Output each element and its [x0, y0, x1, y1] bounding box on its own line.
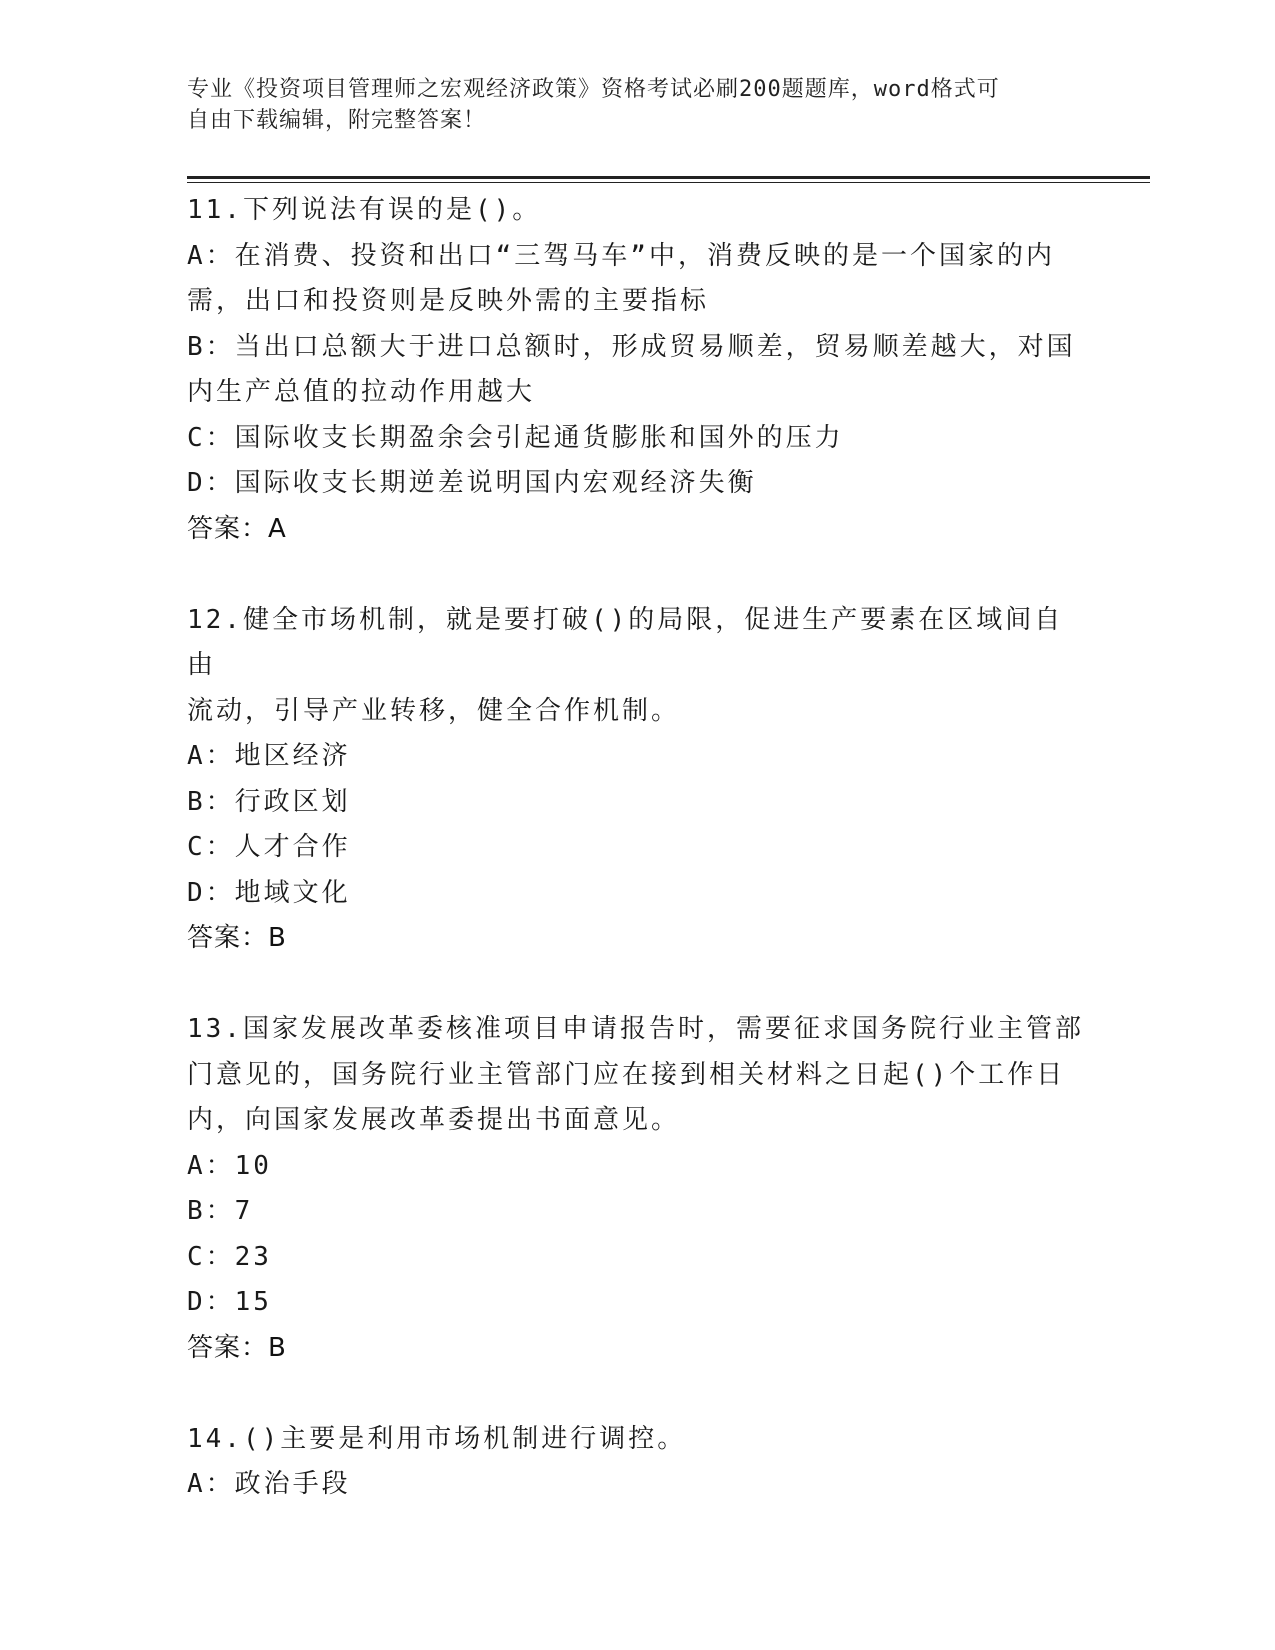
question-block: [187, 188, 1087, 552]
question-stem-line: 11.下列说法有误的是()。: [187, 195, 542, 225]
question-block: [187, 1417, 1087, 1508]
option-line: D：地域文化: [187, 877, 351, 908]
question-list: [187, 188, 1087, 1554]
option-line: A：在消费、投资和出口“三驾马车”中，消费反映的是一个国家的内: [187, 240, 1055, 271]
answer-line: 答案：A: [187, 513, 287, 544]
option-line: D：国际收支长期逆差说明国内宏观经济失衡: [187, 468, 757, 498]
question-block: [187, 1007, 1087, 1371]
question-stem-line: 流动，引导产业转移，健全合作机制。: [187, 695, 681, 726]
question-stem-line: 门意见的，国务院行业主管部门应在接到相关材料之日起()个工作日: [187, 1059, 1066, 1090]
header-line-2: 自由下载编辑，附完整答案！: [187, 108, 487, 133]
option-line: B：行政区划: [187, 786, 351, 817]
option-line: C：国际收支长期盈余会引起通货膨胀和国外的压力: [187, 422, 844, 453]
question-block: [187, 598, 1087, 962]
option-line: C：人才合作: [187, 832, 351, 862]
option-line: 需，出口和投资则是反映外需的主要指标: [187, 286, 710, 316]
option-line: B：7: [187, 1196, 254, 1226]
option-line: A：政治手段: [187, 1469, 351, 1499]
question-stem-line: 13.国家发展改革委核准项目申请报告时，需要征求国务院行业主管部: [187, 1014, 1084, 1044]
option-line: B：当出口总额大于进口总额时，形成贸易顺差，贸易顺差越大，对国: [187, 331, 1076, 362]
question-stem-line: 内，向国家发展改革委提出书面意见。: [187, 1105, 681, 1135]
option-line: C：23: [187, 1241, 272, 1272]
question-stem-line: 14.()主要是利用市场机制进行调控。: [187, 1423, 687, 1454]
option-line: 内生产总值的拉动作用越大: [187, 377, 536, 407]
answer-line: 答案：B: [187, 1332, 287, 1363]
header-divider-thin: [187, 182, 1150, 183]
header-line-1: 专业《投资项目管理师之宏观经济政策》资格考试必刷200题题库，word格式可: [187, 77, 1000, 102]
question-stem-line: 12.健全市场机制，就是要打破()的局限，促进生产要素在区域间自由: [187, 604, 1064, 680]
header-divider-thick: [187, 176, 1150, 179]
option-line: A：10: [187, 1150, 272, 1181]
document-header: [187, 74, 1087, 136]
option-line: D：15: [187, 1287, 272, 1317]
option-line: A：地区经济: [187, 741, 351, 771]
answer-line: 答案：B: [187, 923, 287, 953]
